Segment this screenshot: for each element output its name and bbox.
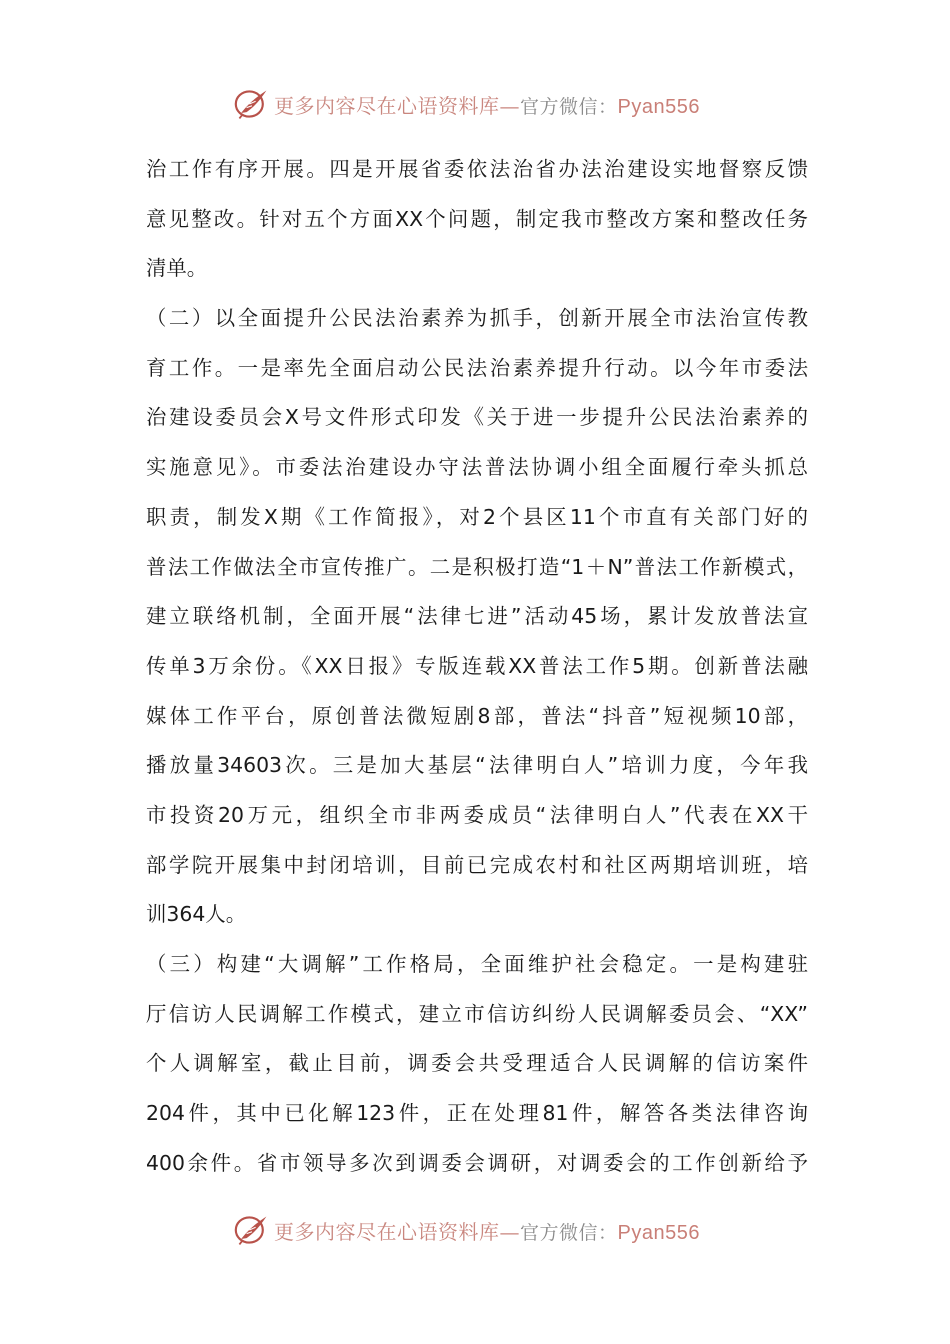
text-line: 清单。	[146, 256, 208, 281]
document-body	[146, 150, 808, 1193]
text-line: 市投资20万元，组织全市非两委成员“法律明白人”代表在XX干	[146, 802, 808, 827]
text-line: 400余件。省市领导多次到调委会调研，对调委会的工作创新给予	[146, 1150, 808, 1175]
feather-pen-icon	[234, 1212, 270, 1248]
text-line: 普法工作做法全市宣传推广。二是积极打造“1＋N”普法工作新模式，	[146, 554, 808, 579]
text-line: 厅信访人民调解工作模式，建立市信访纠纷人民调解委员会、“XX”	[146, 1001, 808, 1026]
footer-watermark	[0, 1210, 950, 1250]
header-watermark	[0, 84, 950, 124]
text-line: 职责，制发X期《工作简报》，对2个县区11个市直有关部门好的	[146, 504, 808, 529]
watermark-text: 更多内容尽在心语资料库—官方微信：Pyan556	[274, 1219, 700, 1244]
text-line: 部学院开展集中封闭培训，目前已完成农村和社区两期培训班，培	[146, 852, 808, 877]
text-line: 播放量34603次。三是加大基层“法律明白人”培训力度，今年我	[146, 753, 808, 778]
watermark-text: 更多内容尽在心语资料库—官方微信：Pyan556	[274, 93, 700, 118]
text-line: 意见整改。针对五个方面XX个问题，制定我市整改方案和整改任务	[146, 206, 808, 231]
text-line: （三）构建“大调解”工作格局，全面维护社会稳定。一是构建驻	[146, 952, 808, 976]
text-line: 治工作有序开展。四是开展省委依法治省办法治建设实地督察反馈	[146, 157, 808, 181]
text-line: 媒体工作平台，原创普法微短剧8部，普法“抖音”短视频10部，	[146, 703, 808, 728]
text-line: 治建设委员会X号文件形式印发《关于进一步提升公民法治素养的	[146, 405, 808, 430]
feather-pen-icon	[234, 86, 270, 122]
text-line: 传单3万余份。《XX日报》专版连载XX普法工作5期。创新普法融	[146, 653, 808, 678]
text-line: 204件，其中已化解123件，正在处理81件，解答各类法律咨询	[146, 1101, 808, 1126]
text-line: （二）以全面提升公民法治素养为抓手，创新开展全市法治宣传教	[146, 306, 808, 331]
text-line: 建立联络机制，全面开展“法律七进”活动45场，累计发放普法宣	[146, 604, 808, 629]
text-line: 实施意见》。市委法治建设办守法普法协调小组全面履行牵头抓总	[146, 455, 808, 480]
text-line: 个人调解室，截止目前，调委会共受理适合人民调解的信访案件	[146, 1051, 808, 1076]
text-line: 育工作。一是率先全面启动公民法治素养提升行动。以今年市委法	[146, 355, 808, 380]
text-line: 训364人。	[146, 902, 247, 927]
